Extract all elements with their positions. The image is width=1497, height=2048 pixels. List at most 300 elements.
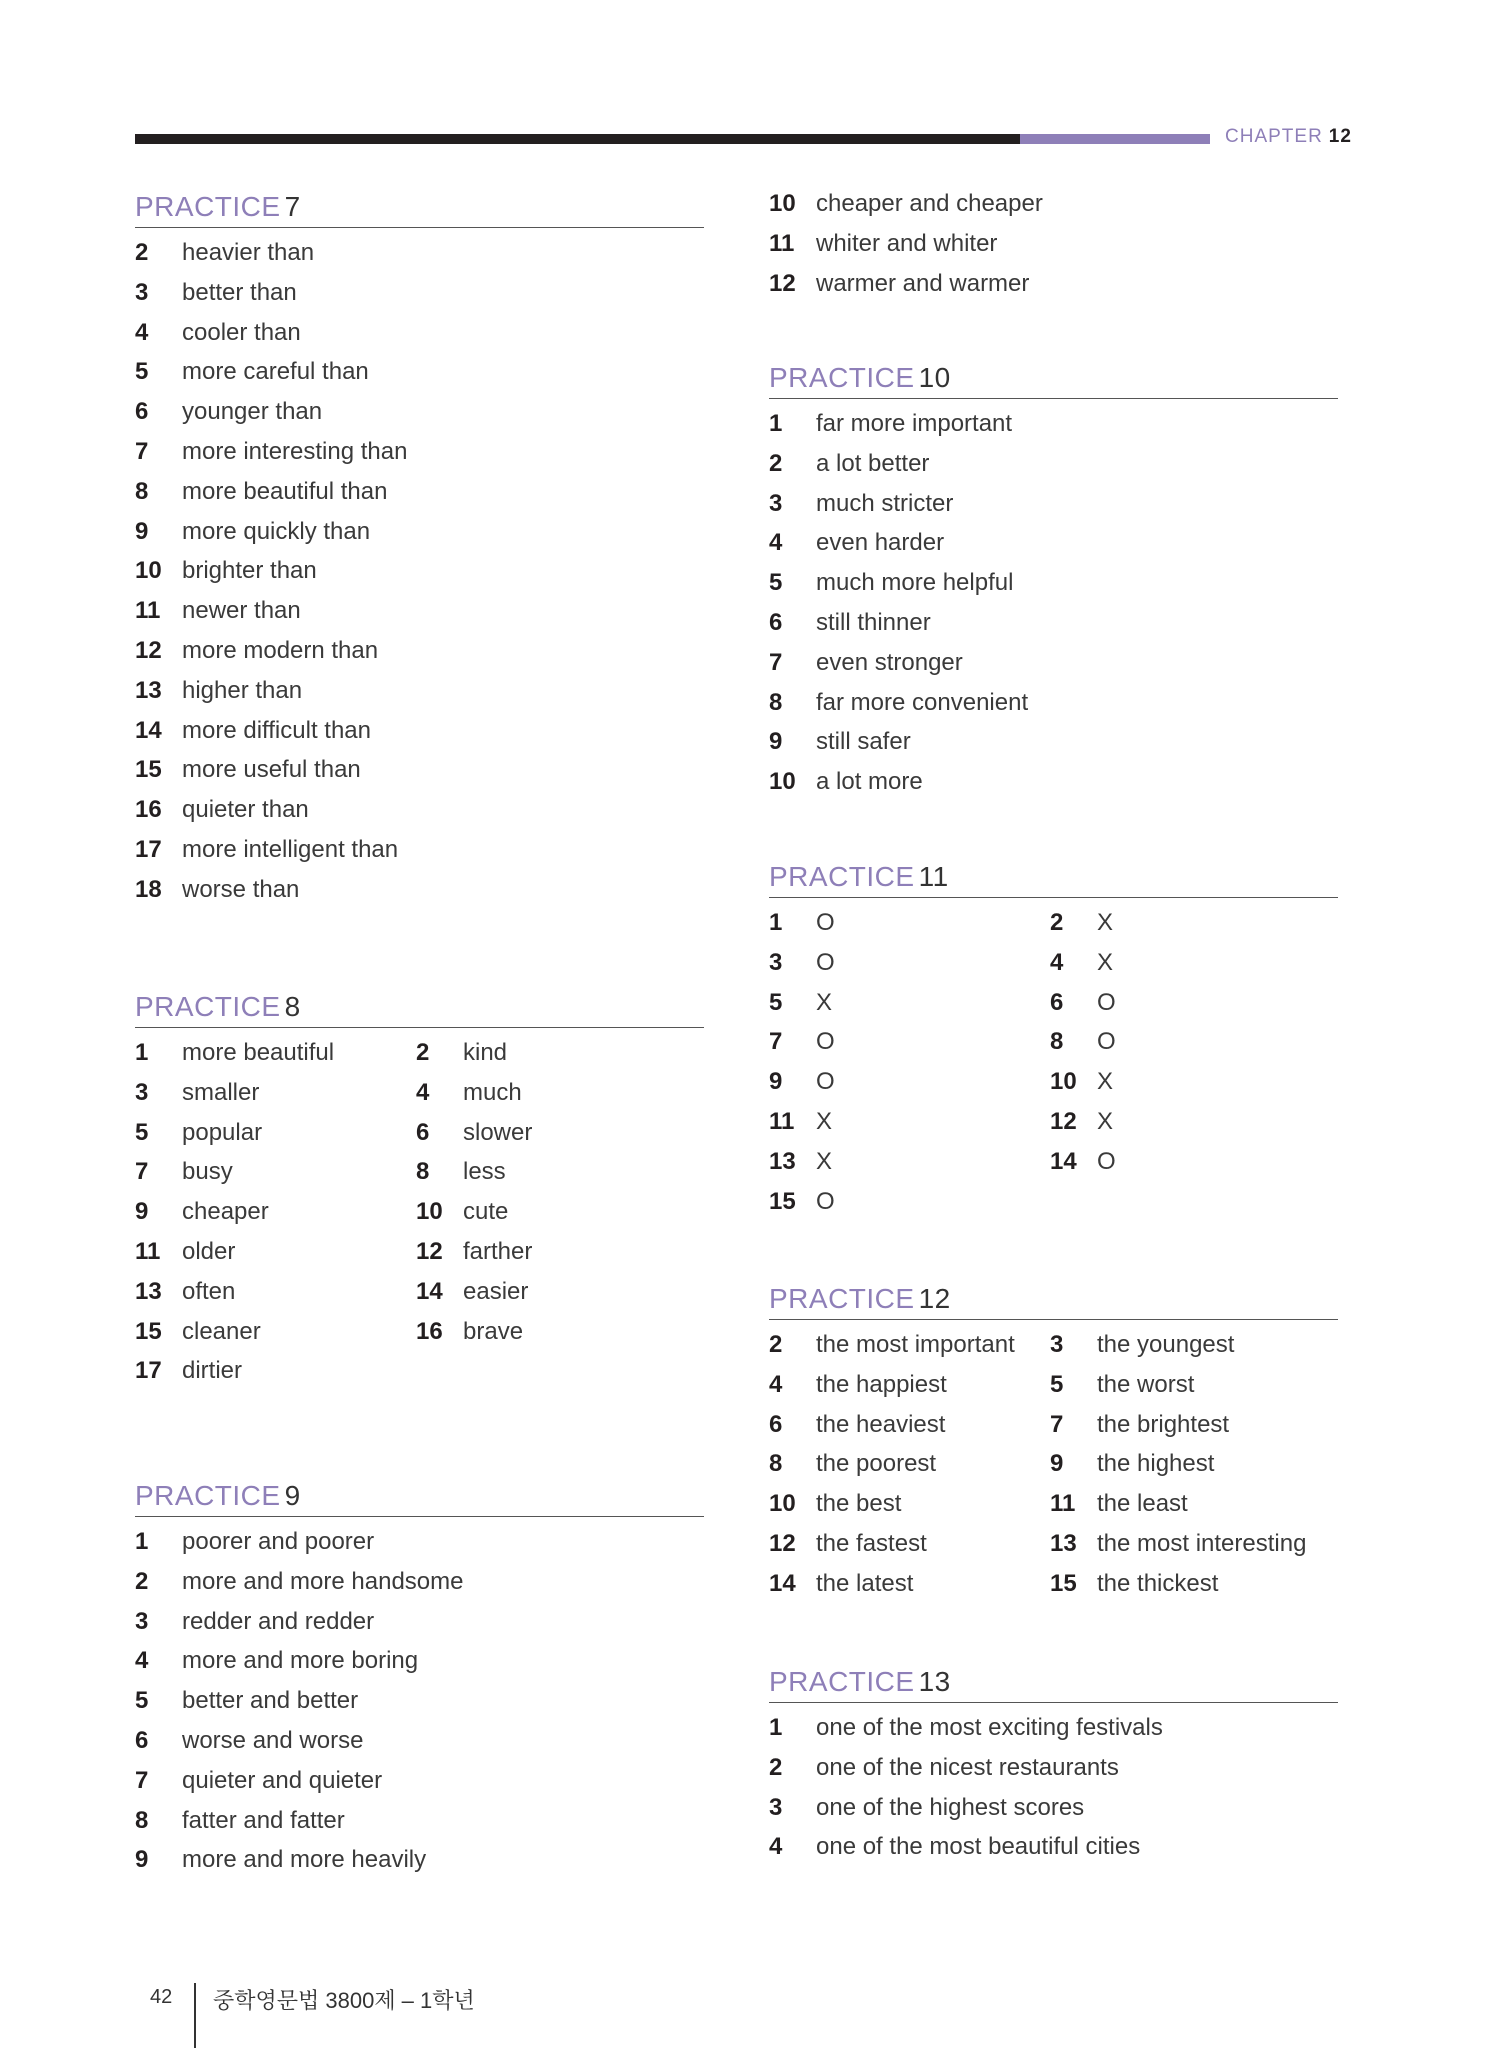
answer-item — [135, 637, 704, 677]
answer-number: 4 — [416, 1078, 430, 1106]
answer-number: 9 — [1050, 1450, 1064, 1478]
practice-9-section — [135, 1481, 704, 1886]
answer-item — [769, 410, 1338, 450]
answer-item — [769, 1108, 1050, 1148]
answer-item — [769, 529, 1338, 569]
answer-item — [135, 1846, 704, 1886]
answer-number: 6 — [135, 1726, 149, 1754]
practice-13-list — [769, 1714, 1338, 1873]
answer-number: 10 — [769, 768, 796, 796]
practice-11-list — [769, 909, 1338, 1227]
answer-item — [416, 1039, 704, 1079]
answer-item — [135, 1238, 416, 1278]
answer-number: 6 — [416, 1118, 430, 1146]
answer-item — [1050, 989, 1338, 1029]
answer-number: 17 — [135, 1357, 162, 1385]
answer-item — [135, 358, 704, 398]
practice-number: 13 — [918, 1666, 951, 1697]
answer-text: cheaper — [182, 1198, 269, 1226]
answer-number: 4 — [769, 1370, 783, 1398]
answer-text: brighter than — [182, 557, 317, 585]
answer-number: 3 — [769, 489, 783, 517]
practice-label: PRACTICE — [135, 1480, 281, 1511]
answer-item — [135, 796, 704, 836]
answer-item — [135, 1528, 704, 1568]
answer-number: 6 — [769, 608, 783, 636]
chapter-label — [1225, 126, 1352, 148]
answer-text: the fastest — [816, 1529, 927, 1557]
answer-number: 4 — [135, 1647, 149, 1675]
answer-number: 9 — [769, 1068, 783, 1096]
answer-item — [769, 1833, 1338, 1873]
answer-item — [769, 1754, 1338, 1794]
answer-text: O — [816, 948, 835, 976]
book-title: 중학영문법 3800제 – 1학년 — [213, 1988, 475, 2013]
answer-item — [135, 557, 704, 597]
practice-13-section — [769, 1667, 1338, 1873]
answer-number: 7 — [135, 437, 149, 465]
answer-item — [416, 1318, 704, 1358]
answer-text: one of the nicest restaurants — [816, 1753, 1119, 1781]
answer-text: far more convenient — [816, 688, 1029, 716]
answer-text: O — [1097, 988, 1116, 1016]
practice-12-section — [769, 1284, 1338, 1610]
answer-item — [769, 1450, 1050, 1490]
answer-item — [1050, 1331, 1338, 1371]
practice-8-list — [135, 1039, 704, 1397]
answer-number: 17 — [135, 835, 162, 863]
practice-9-continued — [769, 190, 1338, 309]
answer-text: the highest — [1097, 1450, 1215, 1478]
answer-item — [769, 1028, 1050, 1068]
answer-number: 14 — [769, 1569, 796, 1597]
footer-divider — [194, 1983, 196, 2048]
answer-item — [769, 689, 1338, 729]
answer-text: warmer and warmer — [816, 269, 1030, 297]
answer-text: cheaper and cheaper — [816, 190, 1043, 217]
answer-text: redder and redder — [182, 1607, 375, 1635]
answer-text: a lot more — [816, 768, 923, 796]
answer-text: more useful than — [182, 756, 361, 784]
answer-text: quieter and quieter — [182, 1766, 383, 1794]
answer-number: 13 — [1050, 1529, 1077, 1557]
answer-number: 3 — [769, 1793, 783, 1821]
practice-10-section — [769, 363, 1338, 808]
answer-text: more interesting than — [182, 437, 408, 465]
answer-number: 1 — [135, 1039, 149, 1066]
answer-text: less — [463, 1158, 506, 1186]
answer-number: 10 — [769, 190, 796, 217]
answer-item — [135, 1608, 704, 1648]
answer-number: 9 — [135, 517, 149, 545]
answer-item — [1050, 909, 1338, 949]
answer-text: more beautiful than — [182, 477, 388, 505]
answer-item — [135, 518, 704, 558]
answer-text: X — [1097, 1068, 1114, 1096]
answer-text: brave — [463, 1317, 524, 1345]
answer-number: 10 — [416, 1198, 443, 1226]
practice-number: 12 — [918, 1283, 951, 1314]
practice-label: PRACTICE — [769, 1283, 915, 1314]
answer-text: one of the most beautiful cities — [816, 1833, 1141, 1861]
answer-item — [135, 836, 704, 876]
answer-text: even harder — [816, 529, 945, 557]
answer-text: cleaner — [182, 1317, 261, 1345]
answer-number: 8 — [416, 1158, 430, 1186]
answer-number: 2 — [769, 449, 783, 477]
answer-item — [135, 1687, 704, 1727]
practice-label: PRACTICE — [769, 1666, 915, 1697]
answer-number: 13 — [135, 1277, 162, 1305]
answer-number: 7 — [135, 1766, 149, 1794]
answer-text: more and more boring — [182, 1647, 419, 1675]
answer-item — [135, 597, 704, 637]
answer-number: 9 — [135, 1198, 149, 1226]
answer-text: X — [1097, 948, 1114, 976]
answer-number: 12 — [1050, 1107, 1077, 1135]
answer-item — [1050, 1490, 1338, 1530]
answer-number: 15 — [769, 1187, 796, 1215]
answer-item — [769, 768, 1338, 808]
answer-number: 15 — [135, 756, 162, 784]
answer-text: a lot better — [816, 449, 930, 477]
practice-number: 9 — [284, 1480, 301, 1511]
answer-number: 8 — [769, 688, 783, 716]
answer-number: 3 — [135, 1078, 149, 1106]
answer-number: 2 — [1050, 909, 1064, 936]
practice-9-title — [135, 1481, 704, 1517]
answer-text: even stronger — [816, 648, 963, 676]
practice-label: PRACTICE — [769, 362, 915, 393]
answer-number: 11 — [769, 229, 795, 257]
answer-item — [135, 319, 704, 359]
answer-number: 11 — [135, 597, 161, 625]
answer-number: 7 — [769, 1028, 783, 1056]
answer-item — [135, 1357, 416, 1397]
header-rule-accent — [1020, 134, 1210, 144]
answer-number: 11 — [769, 1107, 795, 1135]
answer-item — [135, 279, 704, 319]
answer-text: slower — [463, 1118, 533, 1146]
answer-number: 2 — [416, 1039, 430, 1066]
answer-text: the most important — [816, 1331, 1015, 1358]
answer-item — [769, 190, 1338, 230]
answer-text: one of the highest scores — [816, 1793, 1085, 1821]
answer-number: 2 — [135, 239, 149, 266]
answer-text: O — [816, 1187, 835, 1215]
answer-number: 11 — [1050, 1490, 1076, 1518]
answer-text: far more important — [816, 410, 1013, 437]
practice-13-title — [769, 1667, 1338, 1703]
answer-item — [135, 398, 704, 438]
answer-item — [769, 728, 1338, 768]
answer-number: 4 — [769, 1833, 783, 1861]
answer-item — [769, 1530, 1050, 1570]
practice-number: 7 — [284, 191, 301, 222]
practice-7-title — [135, 192, 704, 228]
answer-item — [769, 649, 1338, 689]
answer-item — [135, 1039, 416, 1079]
answer-number: 11 — [135, 1237, 161, 1265]
answer-number: 15 — [135, 1317, 162, 1345]
answer-number: 7 — [1050, 1410, 1064, 1438]
answer-number: 2 — [769, 1331, 783, 1358]
answer-item — [135, 1158, 416, 1198]
practice-12-title — [769, 1284, 1338, 1320]
answer-text: cooler than — [182, 318, 301, 346]
answer-item — [769, 1331, 1050, 1371]
practice-8-title — [135, 992, 704, 1028]
answer-number: 6 — [1050, 988, 1064, 1016]
practice-label: PRACTICE — [135, 191, 281, 222]
answer-item — [769, 949, 1050, 989]
answer-number: 5 — [135, 1118, 149, 1146]
answer-number: 1 — [135, 1528, 149, 1555]
answer-number: 5 — [769, 569, 783, 597]
answer-text: better than — [182, 278, 297, 306]
answer-number: 14 — [1050, 1147, 1077, 1175]
answer-text: worse and worse — [182, 1726, 364, 1754]
practice-label: PRACTICE — [135, 991, 281, 1022]
answer-text: busy — [182, 1158, 233, 1186]
answer-item — [135, 1119, 416, 1159]
answer-number: 14 — [416, 1277, 443, 1305]
answer-text: heavier than — [182, 239, 315, 266]
answer-text: more modern than — [182, 636, 379, 664]
answer-item — [135, 1278, 416, 1318]
answer-text: whiter and whiter — [816, 229, 998, 257]
answer-item — [769, 1068, 1050, 1108]
answer-text: poorer and poorer — [182, 1528, 375, 1555]
answer-item — [1050, 1530, 1338, 1570]
answer-item — [769, 1371, 1050, 1411]
answer-number: 8 — [769, 1450, 783, 1478]
answer-number: 9 — [769, 728, 783, 756]
answer-item — [416, 1198, 704, 1238]
practice-label: PRACTICE — [769, 861, 915, 892]
practice-11-title — [769, 862, 1338, 898]
answer-text: O — [1097, 1147, 1116, 1175]
answer-text: more careful than — [182, 358, 369, 386]
practice-12-list — [769, 1331, 1338, 1610]
answer-number: 15 — [1050, 1569, 1077, 1597]
answer-item — [135, 438, 704, 478]
answer-number: 12 — [769, 269, 796, 297]
answer-number: 13 — [769, 1147, 796, 1175]
answer-text: more quickly than — [182, 517, 371, 545]
answer-number: 3 — [1050, 1331, 1064, 1358]
answer-item — [1050, 1570, 1338, 1610]
answer-text: still thinner — [816, 608, 931, 636]
answer-item — [769, 569, 1338, 609]
answer-text: higher than — [182, 676, 303, 704]
answer-text: newer than — [182, 597, 301, 625]
answer-item — [769, 1794, 1338, 1834]
answer-text: X — [816, 1107, 833, 1135]
answer-item — [1050, 1148, 1338, 1188]
answer-text: the youngest — [1097, 1331, 1235, 1358]
answer-item — [1050, 949, 1338, 989]
answer-text: kind — [463, 1039, 508, 1066]
answer-number: 13 — [135, 676, 162, 704]
answer-item — [416, 1278, 704, 1318]
answer-text: still safer — [816, 728, 911, 756]
answer-text: smaller — [182, 1078, 260, 1106]
answer-number: 5 — [135, 1687, 149, 1715]
answer-text: X — [1097, 909, 1114, 936]
answer-number: 16 — [416, 1317, 443, 1345]
practice-number: 8 — [284, 991, 301, 1022]
answer-item — [135, 677, 704, 717]
practice-10-title — [769, 363, 1338, 399]
answer-item — [769, 450, 1338, 490]
answer-number: 8 — [1050, 1028, 1064, 1056]
answer-text: the brightest — [1097, 1410, 1230, 1438]
answer-number: 10 — [135, 557, 162, 585]
answer-item — [1050, 1068, 1338, 1108]
answer-item — [416, 1158, 704, 1198]
answer-text: easier — [463, 1277, 529, 1305]
answer-text: O — [816, 1068, 835, 1096]
answer-number: 6 — [135, 398, 149, 426]
answer-text: the thickest — [1097, 1569, 1219, 1597]
answer-item — [135, 1647, 704, 1687]
answer-number: 3 — [135, 1607, 149, 1635]
answer-item — [135, 239, 704, 279]
answer-number: 7 — [135, 1158, 149, 1186]
answer-item — [769, 1188, 1050, 1228]
answer-item — [769, 1570, 1050, 1610]
answer-number: 5 — [1050, 1370, 1064, 1398]
answer-text: O — [1097, 1028, 1116, 1056]
practice-number: 11 — [918, 861, 949, 892]
answer-text: the poorest — [816, 1450, 937, 1478]
answer-item — [135, 1568, 704, 1608]
answer-text: X — [816, 988, 833, 1016]
answer-number: 10 — [769, 1490, 796, 1518]
answer-text: cute — [463, 1198, 509, 1226]
answer-number: 12 — [135, 636, 162, 664]
answer-item — [135, 717, 704, 757]
answer-item — [416, 1238, 704, 1278]
answer-item — [416, 1079, 704, 1119]
answer-number: 1 — [769, 1714, 783, 1741]
answer-number: 3 — [769, 948, 783, 976]
answer-text: farther — [463, 1237, 533, 1265]
answer-text: the most interesting — [1097, 1529, 1307, 1557]
answer-number: 18 — [135, 875, 162, 903]
answer-item — [769, 1714, 1338, 1754]
answer-text: much — [463, 1078, 522, 1106]
answer-item — [1050, 1411, 1338, 1451]
answer-number: 1 — [769, 909, 783, 936]
answer-text: dirtier — [182, 1357, 243, 1385]
answer-text: more difficult than — [182, 716, 371, 744]
practice-9-list — [135, 1528, 704, 1886]
practice-7-section — [135, 192, 704, 916]
answer-item — [769, 989, 1050, 1029]
answer-text: popular — [182, 1118, 263, 1146]
answer-number: 12 — [416, 1237, 443, 1265]
answer-text: O — [816, 909, 835, 936]
answer-item — [1050, 1108, 1338, 1148]
answer-number: 5 — [135, 358, 149, 386]
answer-item — [769, 270, 1338, 310]
chapter-label-text: CHAPTER — [1225, 126, 1323, 147]
answer-text: the heaviest — [816, 1410, 946, 1438]
answer-item — [416, 1119, 704, 1159]
answer-text: often — [182, 1277, 236, 1305]
answer-item — [769, 1148, 1050, 1188]
answer-item — [135, 756, 704, 796]
answer-number: 1 — [769, 410, 783, 437]
answer-text: the worst — [1097, 1370, 1195, 1398]
answer-text: fatter and fatter — [182, 1806, 345, 1834]
answer-item — [135, 876, 704, 916]
answer-item — [135, 1767, 704, 1807]
answer-number: 2 — [769, 1753, 783, 1781]
answer-text: quieter than — [182, 796, 309, 824]
practice-number: 10 — [918, 362, 951, 393]
practice-9-list-continued — [769, 190, 1338, 309]
answer-number: 10 — [1050, 1068, 1077, 1096]
answer-number: 14 — [135, 716, 162, 744]
practice-7-list — [135, 239, 704, 916]
answer-item — [135, 478, 704, 518]
answer-text: better and better — [182, 1687, 359, 1715]
answer-item — [769, 909, 1050, 949]
answer-number: 3 — [135, 278, 149, 306]
answer-text: the best — [816, 1490, 902, 1518]
answer-item — [769, 1411, 1050, 1451]
answer-text: more and more heavily — [182, 1846, 427, 1874]
answer-item — [135, 1807, 704, 1847]
answer-number: 4 — [135, 318, 149, 346]
answer-text: the happiest — [816, 1370, 947, 1398]
answer-item — [769, 490, 1338, 530]
answer-text: more intelligent than — [182, 835, 399, 863]
answer-number: 8 — [135, 1806, 149, 1834]
answer-item — [135, 1727, 704, 1767]
answer-text: worse than — [182, 875, 300, 903]
answer-number: 2 — [135, 1567, 149, 1595]
answer-text: much stricter — [816, 489, 954, 517]
answer-item — [135, 1318, 416, 1358]
answer-number: 4 — [769, 529, 783, 557]
answer-item — [135, 1198, 416, 1238]
answer-text: much more helpful — [816, 569, 1014, 597]
answer-number: 6 — [769, 1410, 783, 1438]
answer-text: more beautiful — [182, 1039, 335, 1066]
answer-text: the latest — [816, 1569, 914, 1597]
answer-number: 7 — [769, 648, 783, 676]
answer-text: younger than — [182, 398, 323, 426]
answer-text: O — [816, 1028, 835, 1056]
answer-number: 8 — [135, 477, 149, 505]
answer-item — [1050, 1028, 1338, 1068]
practice-11-section — [769, 862, 1338, 1227]
answer-text: X — [1097, 1107, 1114, 1135]
answer-number: 4 — [1050, 948, 1064, 976]
answer-number: 12 — [769, 1529, 796, 1557]
answer-item — [769, 1490, 1050, 1530]
answer-text: X — [816, 1147, 833, 1175]
chapter-number: 12 — [1328, 126, 1352, 147]
answer-item — [769, 230, 1338, 270]
answer-number: 9 — [135, 1846, 149, 1874]
practice-10-list — [769, 410, 1338, 808]
answer-item — [135, 1079, 416, 1119]
